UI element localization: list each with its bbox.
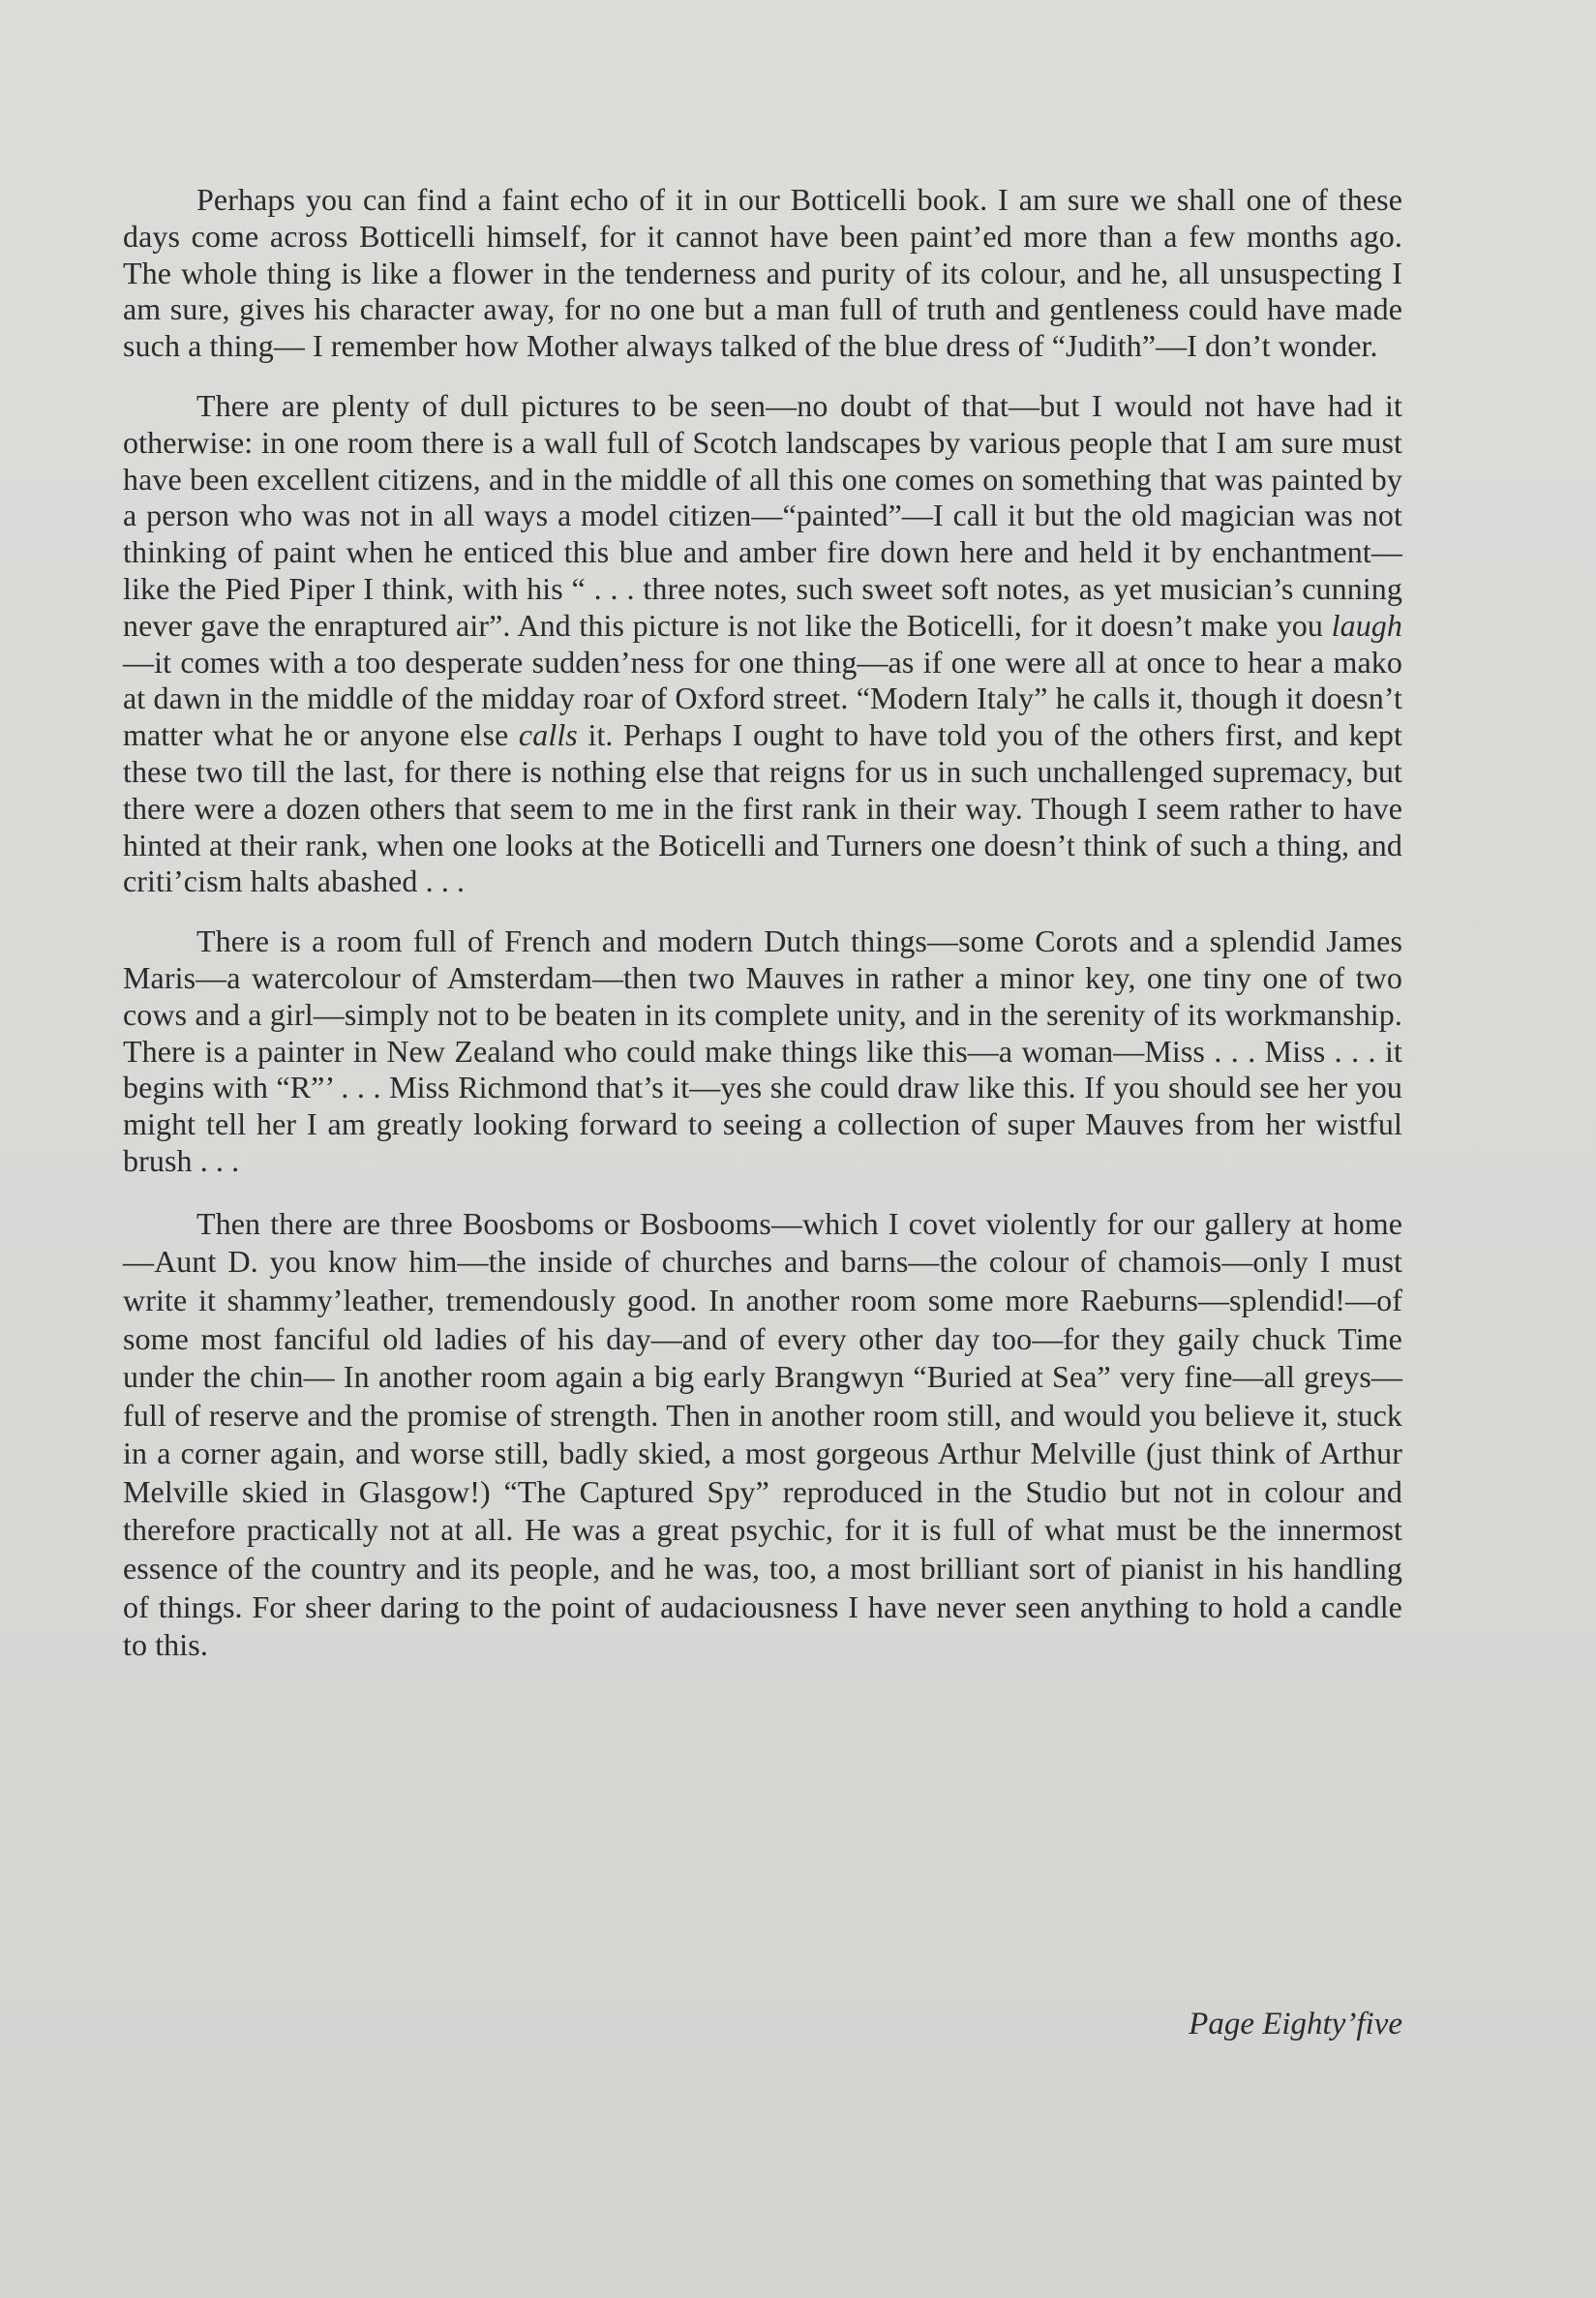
paragraph-2-text-c: it. Perhaps I ought to have told you of the others first, and kept these two till the last, for there is nothing else that reigns for us in such unchallenged supremacy, but there were a dozen others that seem to me in the first rank in their way. Though I seem rather to have hinted at their rank, when one looks at the Boticelli and Turners one doesn’t think of such a thing, and criti’cism halts abashed . . . xyxy=(123,717,1402,899)
paragraph-modern-italy xyxy=(123,388,1402,900)
paragraph-2-text-b: —it comes with a too desperate sudden’ness for one thing—as if one were all at once to hear a mako at dawn in the middle of the midday roar of Oxford street. “Modern Italy” he calls it, though it doesn’t matter what he or anyone else xyxy=(123,644,1402,753)
paragraph-bosbooms xyxy=(123,1205,1402,1665)
paragraph-4-text: Then there are three Boosboms or Bosbooms—which I covet violently for our gallery at home—Aunt D. you know him—the inside of churches and barns—the colour of chamois—only I must write it shammy’leather, tremendously good. In another room some more Raeburns—splendid!—of some most fanciful old ladies of his day—and of every other day too—for they gaily chuck Time under the chin— In another room again a big early Brangwyn “Buried at Sea” very fine—all greys— full of reserve and the promise of strength. Then in another room still, and would you believe it, stuck in a corner again, and worse still, badly skied, a most gorgeous Arthur Melville (just think of Arthur Melville skied in Glasgow!) “The Captured Spy” reproduced in the Studio but not in colour and therefore practically not at all. He was a great psychic, for it is full of what must be the innermost essence of the country and its people, and he was, too, a most brilliant sort of pianist in his handling of things. For sheer daring to the point of audaciousness I have never seen anything to hold a candle to this. xyxy=(123,1205,1402,1663)
paragraph-3-text: There is a room full of French and modern Dutch things—some Corots and a splendid James Maris—a watercolour of Amsterdam—then two Mauves in rather a minor key, one tiny one of two cows and a girl—simply not to be beaten in its complete unity, and in the serenity of its workmanship. There is a painter in New Zealand who could make things like this—a woman—Miss . . . Miss . . . it begins with “R”’ . . . Miss Richmond that’s it—yes she could draw like this. If you should see her you might tell her I am greatly looking forward to seeing a collection of super Mauves from her wistful brush . . . xyxy=(123,923,1402,1178)
paragraph-botticelli xyxy=(123,182,1402,365)
page-number: Page Eighty’five xyxy=(1189,2007,1402,2041)
body-text xyxy=(123,182,1402,1688)
emphasis-laugh: laugh xyxy=(1331,607,1402,643)
paragraph-1-text: Perhaps you can find a faint echo of it in our Botticelli book. I am sure we shall one of these days come across Botticelli himself, for it cannot have been paint’ed more than a few months ago. The whole thing is like a flower in the tenderness and purity of its colour, and he, all unsuspecting I am sure, gives his character away, for no one but a man full of truth and gentleness could have made such a thing— I remember how Mother always talked of the blue dress of “Judith”—I don’t wonder. xyxy=(123,182,1402,364)
paragraph-french-dutch xyxy=(123,923,1402,1180)
paragraph-2-text-a: There are plenty of dull pictures to be seen—no doubt of that—but I would not have had it otherwise: in one room there is a wall full of Scotch landscapes by various people that I am sure must have been excellent citizens, and in the middle of all this one comes on something that was painted by a person who was not in all ways a model citizen—“painted”—I call it but the old magician was not thinking of paint when he enticed this blue and amber fire down here and held it by enchantment— like the Pied Piper I think, with his “ . . . three notes, such sweet soft notes, as yet musician’s cunning never gave the enraptured air”. And this picture is not like the Boticelli, for it doesn’t make you xyxy=(123,387,1402,643)
emphasis-calls: calls xyxy=(518,717,578,753)
